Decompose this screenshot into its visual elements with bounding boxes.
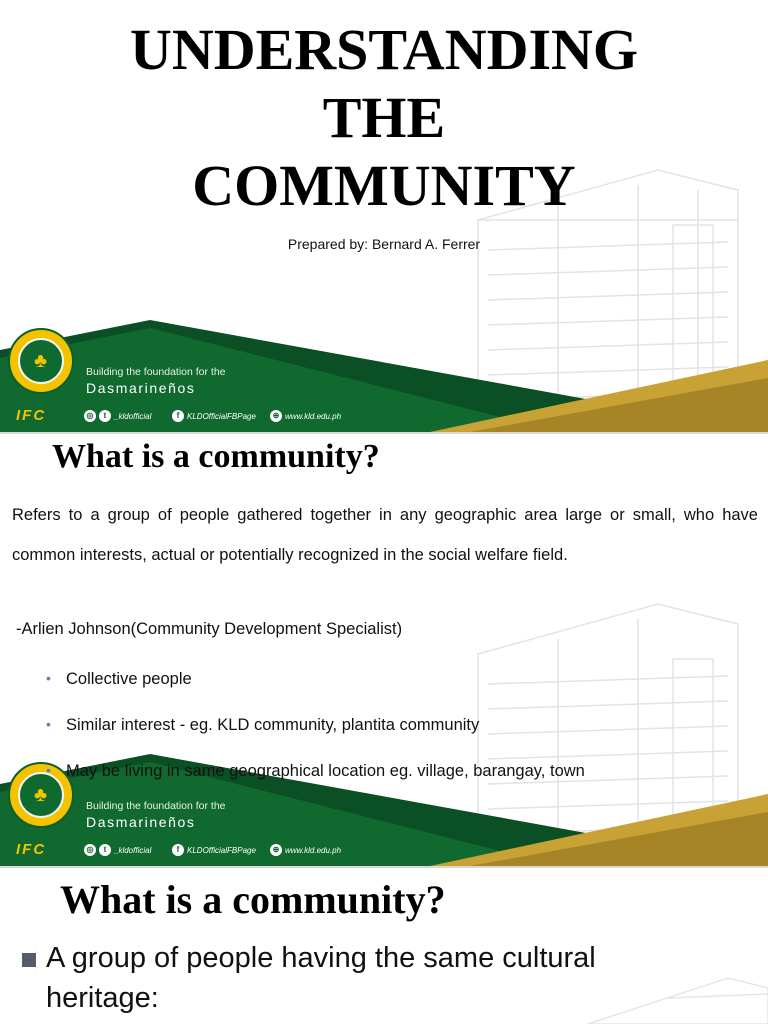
- slide-heading: What is a community?: [52, 438, 380, 475]
- footer-brand: Dasmarineños: [86, 380, 196, 396]
- school-seal-icon: ♣: [8, 762, 74, 828]
- social-facebook: [172, 410, 256, 422]
- footer-tagline: Building the foundation for the: [86, 366, 226, 378]
- social-instagram-twitter: [84, 410, 151, 422]
- footer-tagline: Building the foundation for the: [86, 800, 226, 812]
- facebook-icon: f: [172, 844, 184, 856]
- social-handle: _kldofficial: [114, 845, 152, 855]
- globe-icon: ⊕: [270, 410, 282, 422]
- facebook-page: KLDOfficialFBPage: [187, 411, 256, 421]
- slide-title: [0, 0, 768, 432]
- prepared-by: Prepared by: Bernard A. Ferrer: [287, 236, 481, 252]
- footer-brand: Dasmarineños: [86, 814, 196, 830]
- ifc-logo: IFC: [16, 407, 47, 424]
- instagram-icon: ◎: [84, 410, 96, 422]
- social-facebook: [172, 844, 256, 856]
- bullet-icon: •: [46, 762, 51, 778]
- slide-definition: What is a community? Refers to a group of people gathered together in any geographic area large or small, who have common interests, actual or potentially recognized in the social welfare field. -Arlien Johnson(Community Development Specialist) • Collective people • Similar interest - eg. KLD community, plantita community • May be living in same geographical location eg. village, barangay, town ♣ Building the foundation for the Dasmarineños IFC ◎ t _kldofficial f KLDOfficialFBPage ⊕ www.kld.edu.ph: [0, 434, 768, 866]
- footer-band: [0, 320, 768, 432]
- school-seal-icon: ♣: [8, 328, 74, 394]
- facebook-page: KLDOfficialFBPage: [187, 845, 256, 855]
- facebook-icon: f: [172, 410, 184, 422]
- social-website: [270, 844, 341, 856]
- website-url: www.kld.edu.ph: [285, 411, 342, 421]
- title-line: THE: [322, 85, 446, 150]
- definition-paragraph: Refers to a group of people gathered together in any geographic area large or small, who have common interests, actual or potentially recognized in the social welfare field.: [12, 506, 758, 564]
- twitter-icon: t: [99, 410, 111, 422]
- bullet-icon: •: [46, 716, 51, 732]
- title-line: UNDERSTANDING: [129, 17, 639, 82]
- title-line: COMMUNITY: [192, 153, 576, 218]
- twitter-icon: t: [99, 844, 111, 856]
- social-handle: _kldofficial: [114, 411, 152, 421]
- instagram-icon: ◎: [84, 844, 96, 856]
- slide-title-text: [0, 16, 768, 220]
- website-url: www.kld.edu.ph: [285, 845, 342, 855]
- social-instagram-twitter: [84, 844, 151, 856]
- list-item: A group of people having the same cultural heritage:: [46, 942, 596, 1014]
- globe-icon: ⊕: [270, 844, 282, 856]
- slide-heading: What is a community?: [60, 877, 446, 922]
- social-website: [270, 410, 341, 422]
- slide-cultural: [0, 868, 768, 1024]
- square-bullet-icon: [22, 953, 36, 967]
- ifc-logo: IFC: [16, 841, 47, 858]
- bullet-icon: •: [46, 670, 51, 686]
- attribution: -Arlien Johnson(Community Development Specialist): [16, 620, 403, 638]
